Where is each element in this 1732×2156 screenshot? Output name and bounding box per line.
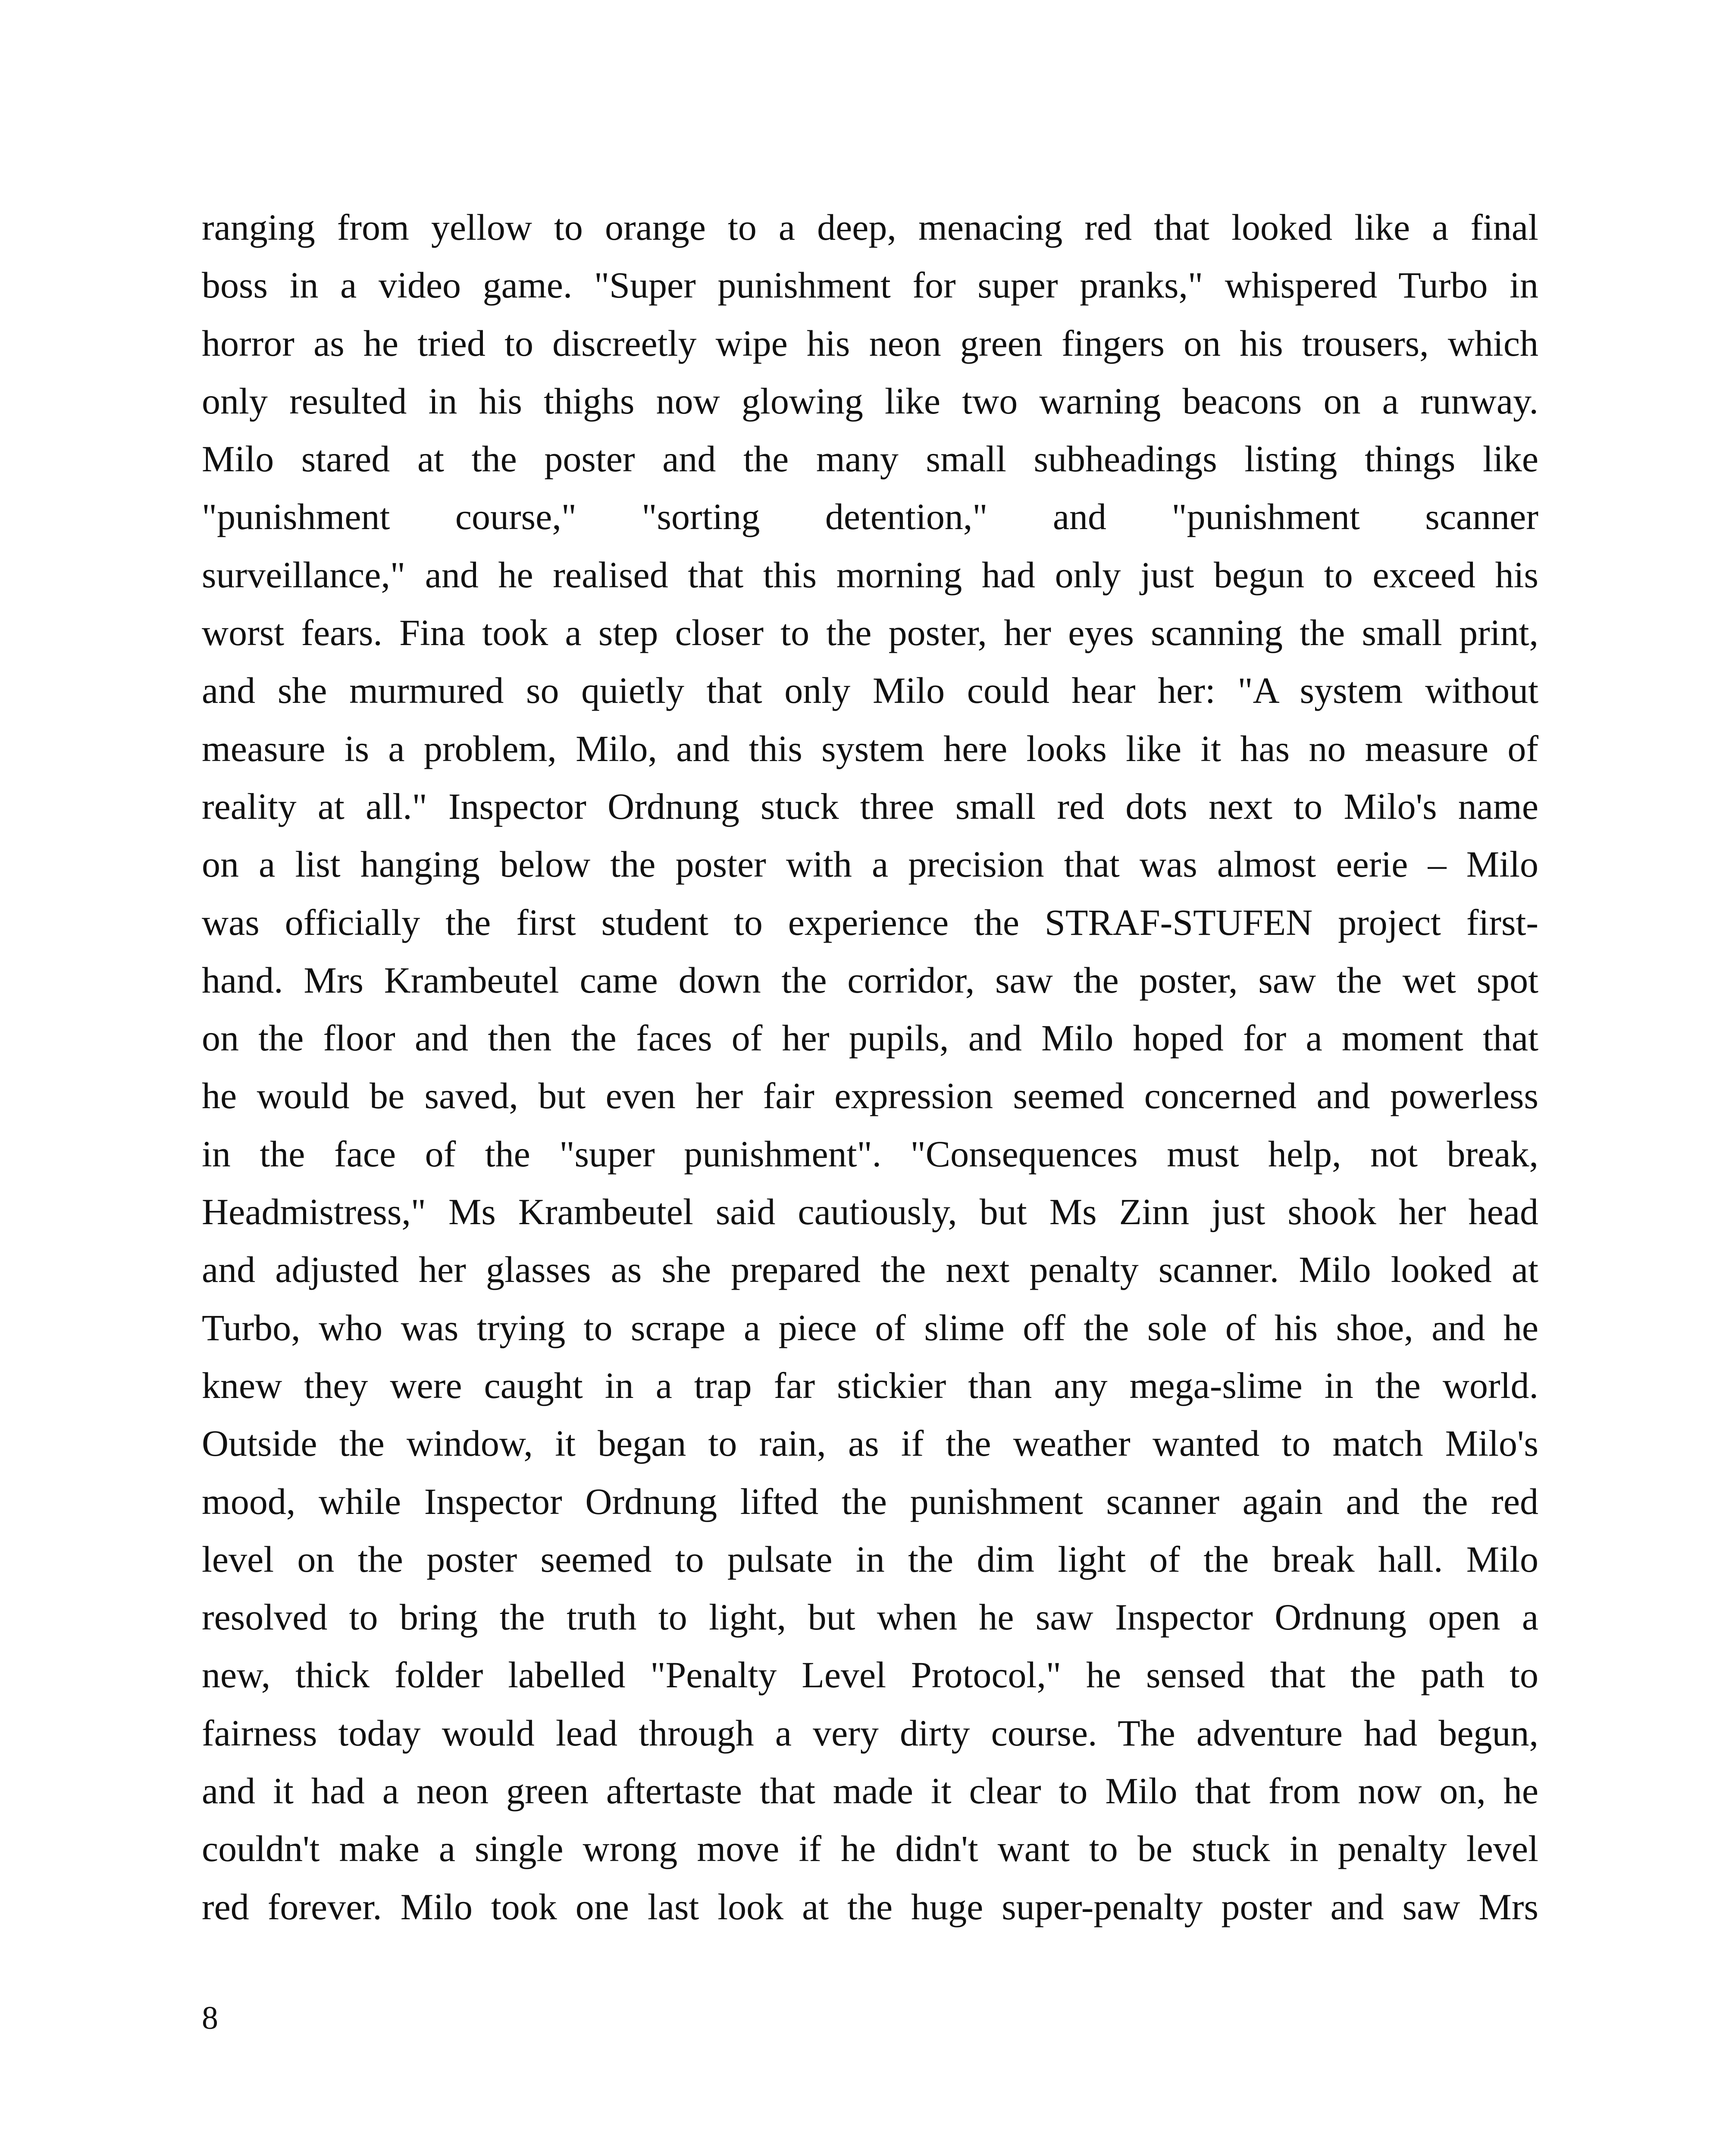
text-line: ranging from yellow to orange to a deep, menacing red that looked like a final bbox=[202, 207, 1538, 248]
text-line: reality at all." Inspector Ordnung stuck three small red dots next to Milo's name bbox=[202, 785, 1538, 827]
text-line: and it had a neon green aftertaste that made it clear to Milo that from now on, he bbox=[202, 1770, 1538, 1812]
text-line: Headmistress," Ms Krambeutel said cautiously, but Ms Zinn just shook her head bbox=[202, 1191, 1538, 1233]
text-line: "punishment course," "sorting detention," and "punishment scanner bbox=[202, 496, 1538, 538]
body-paragraph bbox=[202, 198, 1538, 1936]
text-line: surveillance," and he realised that this morning had only just begun to exceed his bbox=[202, 554, 1538, 595]
text-line: on the floor and then the faces of her pupils, and Milo hoped for a moment that bbox=[202, 1017, 1538, 1059]
text-line: and adjusted her glasses as she prepared the next penalty scanner. Milo looked at bbox=[202, 1249, 1538, 1291]
text-line: was officially the first student to experience the STRAF-STUFEN project first- bbox=[202, 901, 1538, 943]
text-line: resolved to bring the truth to light, but when he saw Inspector Ordnung open a bbox=[202, 1596, 1538, 1638]
text-line: measure is a problem, Milo, and this system here looks like it has no measure of bbox=[202, 727, 1538, 769]
text-line: Milo stared at the poster and the many small subheadings listing things like bbox=[202, 438, 1538, 480]
text-line: hand. Mrs Krambeutel came down the corridor, saw the poster, saw the wet spot bbox=[202, 959, 1538, 1001]
text-line: couldn't make a single wrong move if he didn't want to be stuck in penalty level bbox=[202, 1828, 1538, 1870]
text-line: and she murmured so quietly that only Milo could hear her: "A system without bbox=[202, 670, 1538, 711]
text-line: new, thick folder labelled "Penalty Level Protocol," he sensed that the path to bbox=[202, 1654, 1538, 1696]
text-line: horror as he tried to discreetly wipe his neon green fingers on his trousers, which bbox=[202, 322, 1538, 364]
text-line: in the face of the "super punishment". "Consequences must help, not break, bbox=[202, 1133, 1538, 1175]
text-line: boss in a video game. "Super punishment for super pranks," whispered Turbo in bbox=[202, 264, 1538, 306]
text-line: red forever. Milo took one last look at the huge super-penalty poster and saw Mrs bbox=[202, 1886, 1538, 1927]
text-line: Outside the window, it began to rain, as if the weather wanted to match Milo's bbox=[202, 1423, 1538, 1464]
text-line: only resulted in his thighs now glowing like two warning beacons on a runway. bbox=[202, 380, 1538, 422]
text-line: level on the poster seemed to pulsate in the dim light of the break hall. Milo bbox=[202, 1538, 1538, 1580]
text-line: Turbo, who was trying to scrape a piece of slime off the sole of his shoe, and he bbox=[202, 1307, 1538, 1348]
page-number: 8 bbox=[202, 2000, 218, 2036]
text-line: he would be saved, but even her fair expression seemed concerned and powerless bbox=[202, 1075, 1538, 1117]
text-line: worst fears. Fina took a step closer to the poster, her eyes scanning the small print, bbox=[202, 612, 1538, 654]
text-line: mood, while Inspector Ordnung lifted the punishment scanner again and the red bbox=[202, 1480, 1538, 1522]
text-line: knew they were caught in a trap far stickier than any mega-slime in the world. bbox=[202, 1364, 1538, 1406]
text-line: on a list hanging below the poster with a precision that was almost eerie – Milo bbox=[202, 843, 1538, 885]
text-line: fairness today would lead through a very dirty course. The adventure had begun, bbox=[202, 1712, 1538, 1754]
